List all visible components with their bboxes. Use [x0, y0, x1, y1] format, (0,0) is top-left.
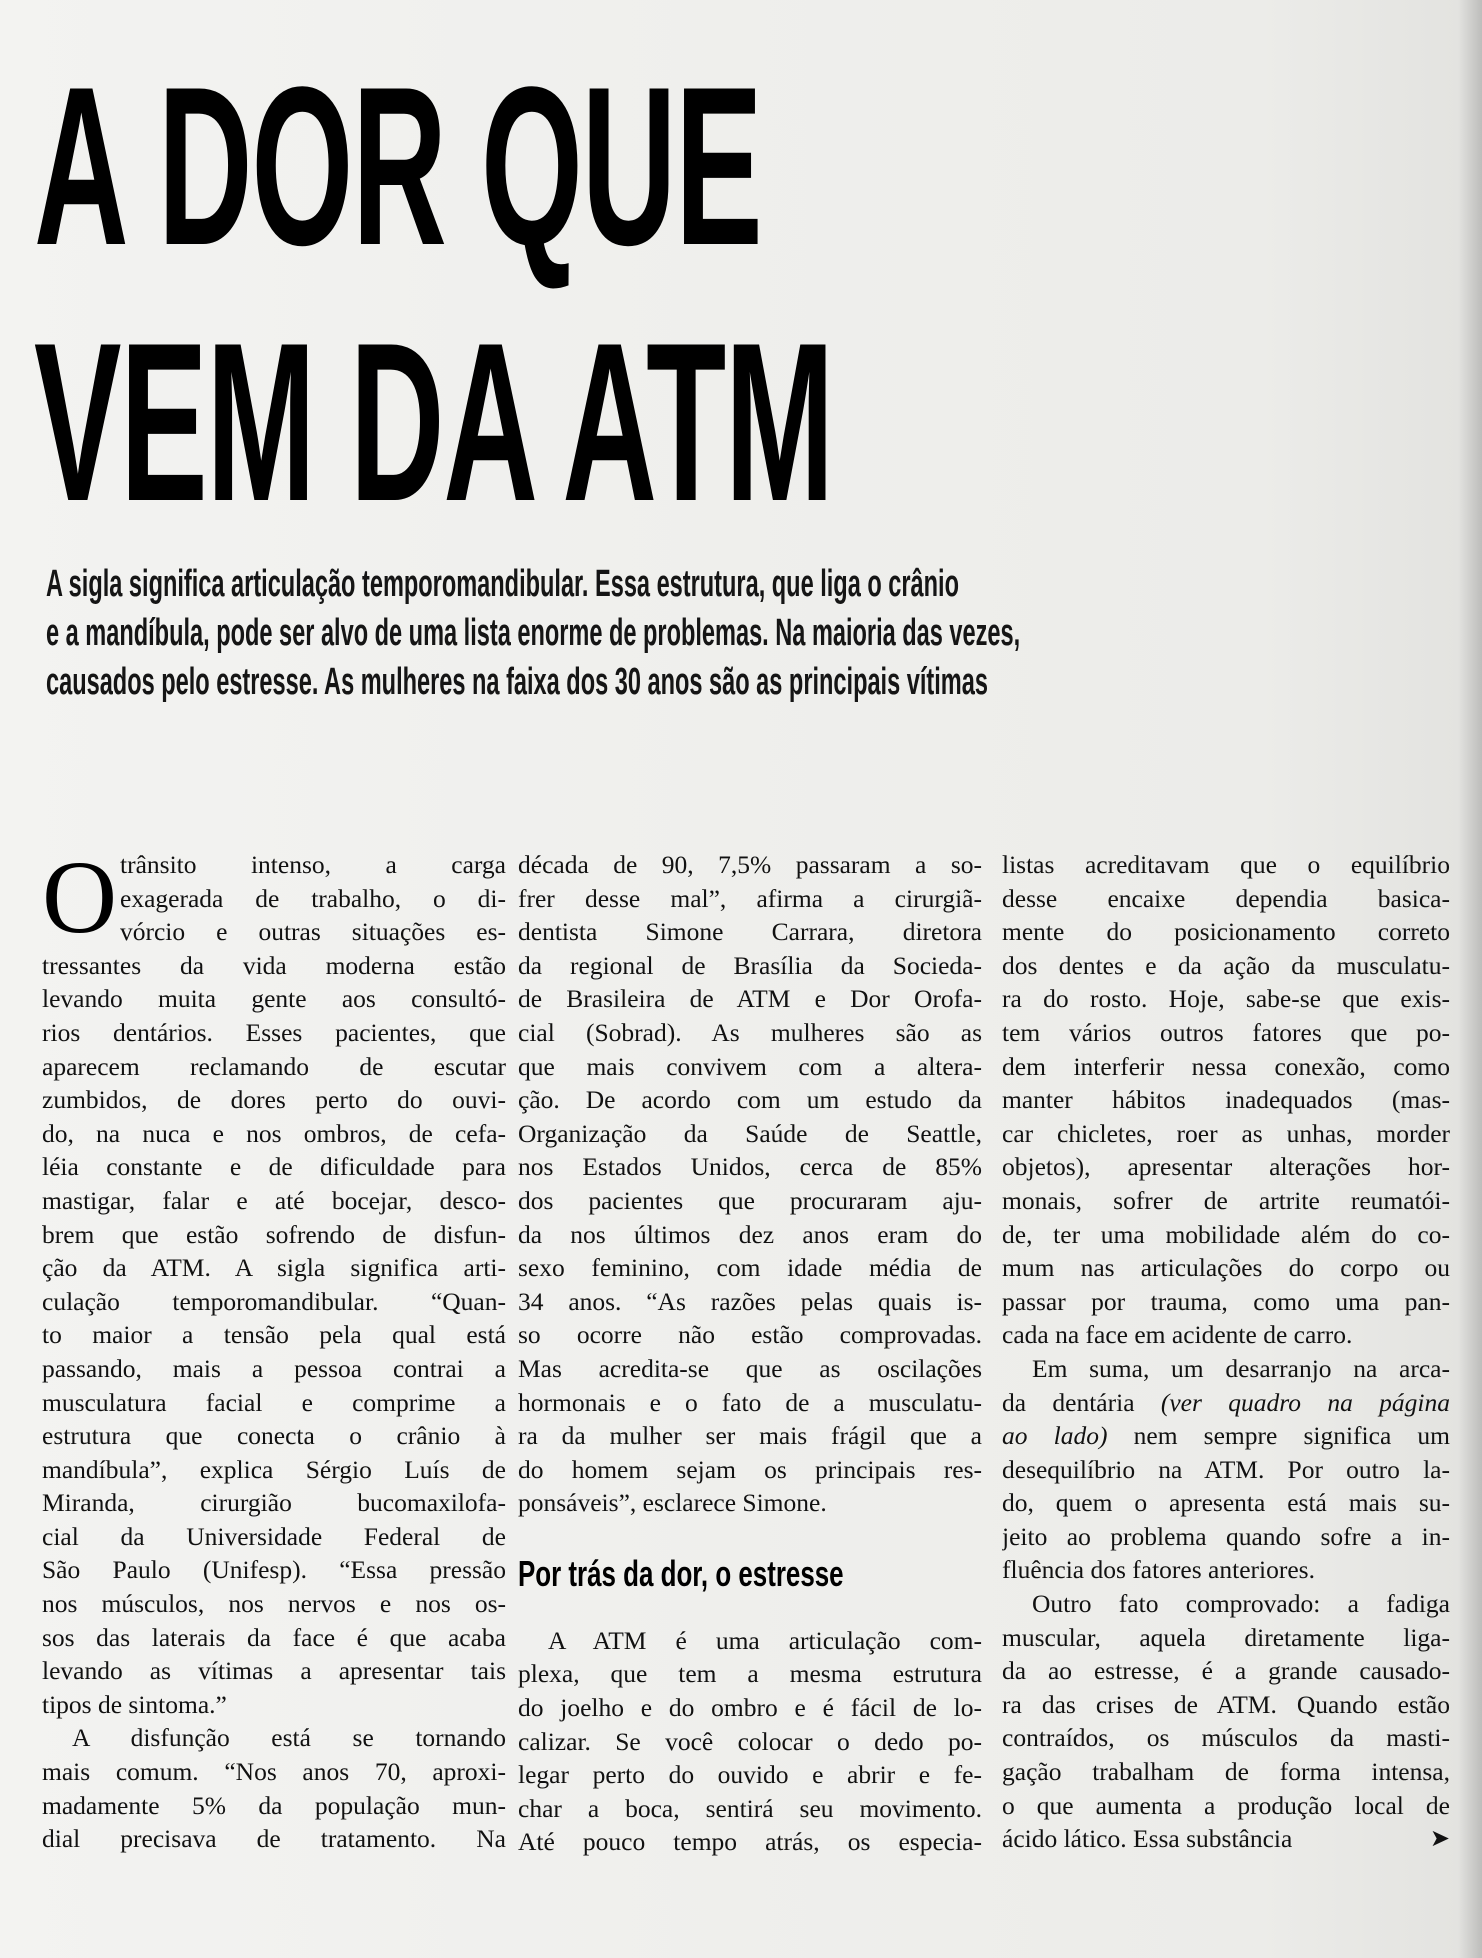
text-line: do, quem o apresenta está mais su- — [1002, 1488, 1450, 1518]
text-line: léia constante e de dificuldade para — [42, 1152, 506, 1182]
text-line: do homem sejam os principais res- — [518, 1454, 982, 1484]
text-line: da nos últimos dez anos eram do — [518, 1219, 982, 1249]
text-line: que mais convivem com a altera- — [518, 1051, 982, 1081]
text-line: nos Estados Unidos, cerca de 85% — [518, 1152, 982, 1182]
text-line: Organização da Saúde de Seattle, — [518, 1118, 982, 1148]
text-line: objetos), apresentar alterações hor- — [1002, 1152, 1450, 1182]
text-line: mandíbula”, explica Sérgio Luís de — [42, 1454, 506, 1484]
text-line: char a boca, sentirá seu movimento. — [518, 1793, 982, 1823]
text-line: contraídos, os músculos da masti- — [1002, 1723, 1450, 1753]
drop-cap: O — [42, 840, 118, 955]
section-subhead: Por trás da dor, o estresse — [518, 1552, 844, 1594]
text-line: do joelho e do ombro e é fácil de lo- — [518, 1693, 982, 1723]
text-line: dial precisava de tratamento. Na — [42, 1824, 506, 1854]
text-line: da ao estresse, é a grande causado- — [1002, 1656, 1450, 1686]
text-line: madamente 5% da população mun- — [42, 1790, 506, 1820]
text-line: passar por trauma, como uma pan- — [1002, 1286, 1450, 1316]
text-line: Até pouco tempo atrás, os especia- — [518, 1827, 982, 1857]
italic-reference: ao lado) — [1002, 1421, 1108, 1451]
text-line: brem que estão sofrendo de disfun- — [42, 1219, 506, 1249]
text-line: mastigar, falar e até bocejar, desco- — [42, 1185, 506, 1215]
text-line: ao lado) nem sempre significa um — [1002, 1421, 1450, 1451]
text-line: vórcio e outras situações es- — [120, 917, 506, 947]
text-line: plexa, que tem a mesma estrutura — [518, 1659, 982, 1689]
text-line: do, na nuca e nos ombros, de cefa- — [42, 1118, 506, 1148]
text-line: monais, sofrer de artrite reumatói- — [1002, 1185, 1450, 1215]
text-line: legar perto do ouvido e abrir e fe- — [518, 1760, 982, 1790]
deck-subtitle — [46, 560, 1286, 707]
column-3-text-2 — [1002, 1453, 1450, 1587]
text-line: fluência dos fatores anteriores. — [1002, 1555, 1315, 1585]
text-line: da dentária (ver quadro na página — [1002, 1387, 1450, 1417]
italic-reference: (ver quadro na página — [1160, 1387, 1450, 1417]
text-line: dentista Simone Carrara, diretora — [518, 917, 982, 947]
headline-line-2: VEM DA ATM — [34, 295, 834, 548]
text-line: rios dentários. Esses pacientes, que — [42, 1017, 506, 1047]
column-2-text — [518, 848, 982, 1520]
text-line: hormonais e o fato de a musculatu- — [518, 1387, 982, 1417]
text-line: cada na face em acidente de carro. — [1002, 1320, 1353, 1350]
text-line: dem interferir nessa conexão, como — [1002, 1051, 1450, 1081]
text-line: calizar. Se você colocar o dedo po- — [518, 1726, 982, 1756]
text-line: o que aumenta a produção local de — [1002, 1790, 1450, 1820]
body-column-1 — [42, 840, 506, 1856]
text-line: ácido lático. Essa substância ➤ — [1002, 1822, 1450, 1856]
text-line: frer desse mal”, afirma a cirurgiã- — [518, 883, 982, 913]
body-column-3 — [1002, 848, 1450, 1856]
text-line: Miranda, cirurgião bucomaxilofa- — [42, 1488, 506, 1518]
text-line: sos das laterais da face é que acaba — [42, 1622, 506, 1652]
text-line: A ATM é uma articulação com- — [548, 1625, 982, 1655]
text-line: cial (Sobrad). As mulheres são as — [518, 1017, 982, 1047]
text-line: sexo feminino, com idade média de — [518, 1253, 982, 1283]
text-line: da regional de Brasília da Socieda- — [518, 950, 982, 980]
text-line: ra das crises de ATM. Quando estão — [1002, 1689, 1450, 1719]
text-line: Outro fato comprovado: a fadiga — [1032, 1589, 1450, 1619]
column-3-text — [1002, 848, 1450, 1352]
text-line: dos dentes e da ação da musculatu- — [1002, 950, 1450, 980]
text-line: listas acreditavam que o equilíbrio — [1002, 850, 1450, 879]
text-line: 34 anos. “As razões pelas quais is- — [518, 1286, 982, 1316]
text-line: tressantes da vida moderna estão — [42, 950, 506, 980]
deck-line: A sigla significa articulação temporomandibular. Essa estrutura, que liga o crânio — [46, 563, 959, 605]
text-line: musculatura facial e comprime a — [42, 1387, 506, 1417]
text-line: muscular, aquela diretamente liga- — [1002, 1622, 1450, 1652]
column-1-text — [42, 840, 506, 1856]
deck-line: e a mandíbula, pode ser alvo de uma lista enorme de problemas. Na maioria das vezes, — [46, 612, 1021, 654]
text-line: aparecem reclamando de escutar — [42, 1051, 506, 1081]
text-line: mais comum. “Nos anos 70, aproxi- — [42, 1757, 506, 1787]
text-line: nos músculos, nos nervos e nos os- — [42, 1589, 506, 1619]
text-line: A disfunção está se tornando — [72, 1723, 506, 1753]
text-line: car chicletes, roer as unhas, morder — [1002, 1118, 1450, 1148]
text-line: culação temporomandibular. “Quan- — [42, 1286, 506, 1316]
text-line: manter hábitos inadequados (mas- — [1002, 1085, 1450, 1115]
text-line: estrutura que conecta o crânio à — [42, 1421, 506, 1451]
page-edge-shadow — [1458, 0, 1482, 1958]
text-line: jeito ao problema quando sofre a in- — [1002, 1521, 1450, 1551]
text-line: ra da mulher ser mais frágil que a — [518, 1421, 982, 1451]
text-line: de, ter uma mobilidade além do co- — [1002, 1219, 1450, 1249]
deck-line: causados pelo estresse. As mulheres na faixa dos 30 anos são as principais vítimas — [46, 661, 988, 703]
text-line: São Paulo (Unifesp). “Essa pressão — [42, 1555, 506, 1585]
column-2-section-text — [518, 1624, 982, 1859]
text-line: exagerada de trabalho, o di- — [120, 883, 506, 913]
text-line: Mas acredita-se que as oscilações — [518, 1353, 982, 1383]
text-line: mum nas articulações do corpo ou — [1002, 1253, 1450, 1283]
text-line: ra do rosto. Hoje, sabe-se que exis- — [1002, 984, 1450, 1014]
text-line: dos pacientes que procuraram aju- — [518, 1185, 982, 1215]
headline — [34, 38, 834, 550]
text-line: cial da Universidade Federal de — [42, 1521, 506, 1551]
text-line: Em suma, um desarranjo na arca- — [1032, 1353, 1450, 1383]
text-line: tem vários outros fatores que po- — [1002, 1017, 1450, 1047]
text-line: so ocorre não estão comprovadas. — [518, 1320, 982, 1350]
text-line: desse encaixe dependia basica- — [1002, 883, 1450, 913]
text-line: ção. De acordo com um estudo da — [518, 1085, 982, 1115]
text-line: passando, mais a pessoa contrai a — [42, 1353, 506, 1383]
body-column-2 — [518, 848, 982, 1859]
text-line: desequilíbrio na ATM. Por outro la- — [1002, 1454, 1450, 1484]
text-line: zumbidos, de dores perto do ouvi- — [42, 1085, 506, 1115]
text-line: década de 90, 7,5% passaram a so- — [518, 850, 982, 879]
arrow-right-icon: ➤ — [1429, 1824, 1450, 1853]
text-line: ponsáveis”, esclarece Simone. — [518, 1488, 827, 1518]
text-line: levando as vítimas a apresentar tais — [42, 1656, 506, 1686]
text-line: levando muita gente aos consultó- — [42, 984, 506, 1014]
text-line: mente do posicionamento correto — [1002, 917, 1450, 947]
text-line: ção da ATM. A sigla significa arti- — [42, 1253, 506, 1283]
text-line: to maior a tensão pela qual está — [42, 1320, 506, 1350]
text-line: tipos de sintoma.” — [42, 1689, 227, 1719]
text-line: de Brasileira de ATM e Dor Orofa- — [518, 984, 982, 1014]
text-line: gação trabalham de forma intensa, — [1002, 1757, 1450, 1787]
headline-line-1: A DOR QUE — [34, 39, 762, 292]
text-line: trânsito intenso, a carga — [120, 850, 506, 879]
column-3-text-3 — [1002, 1587, 1450, 1822]
